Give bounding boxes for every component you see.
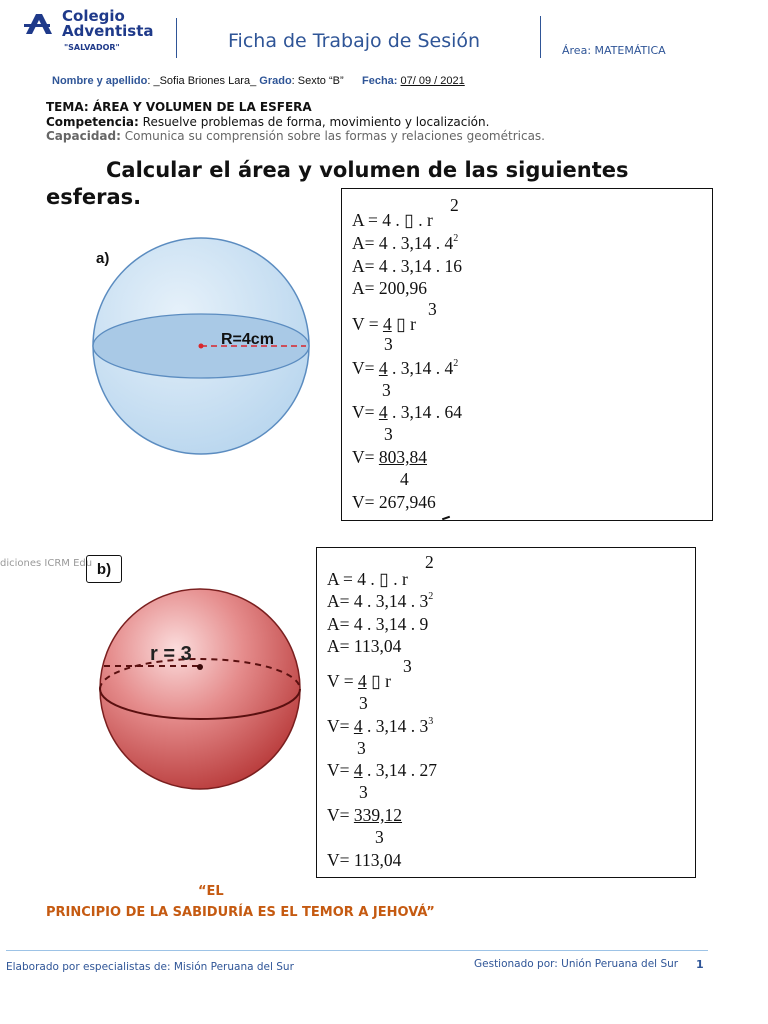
exponent: 3: [403, 656, 412, 676]
sphere-a-figure: [88, 236, 318, 461]
exponent: 2: [450, 195, 459, 215]
sphere-b-figure: [92, 586, 308, 792]
name-label: Nombre y apellido: [52, 75, 148, 87]
formula-line: V= 4 . 3,14 . $4^2$: [352, 358, 459, 378]
competence-line: [46, 115, 489, 129]
formula-line: A= 4 . 3,14 . $4^2$: [352, 233, 459, 253]
denominator: 4: [400, 469, 409, 489]
formula-line: A= 113,04: [327, 636, 402, 656]
formula-line: A= 4 . 3,14 . $3^2$: [327, 591, 434, 611]
formula-line: A= 4 . 3,14 . 16: [352, 256, 463, 276]
footer-managed-by: Gestionado por: Unión Peruana del Sur: [474, 958, 679, 970]
footer-divider: [6, 950, 708, 951]
subject-area: Área: MATEMÁTICA: [562, 44, 666, 57]
header-divider: [540, 16, 541, 58]
denominator: 3: [382, 380, 391, 400]
denominator: 3: [375, 827, 384, 847]
denominator: 3: [384, 424, 393, 444]
formula-line: V= 4 . 3,14 . 27: [327, 760, 438, 780]
quote-line2: PRINCIPIO DE LA SABIDURÍA ES EL TEMOR A JEHOVÁ”: [46, 905, 435, 920]
date-label: Fecha:: [361, 75, 398, 87]
solution-box-b: [316, 547, 696, 878]
cropped-watermark-text: diciones ICRM Edu: [0, 558, 93, 569]
denominator: 3: [359, 782, 368, 802]
date-value: 07/ 09 / 2021: [400, 75, 465, 87]
school-subtitle: "SALVADOR": [64, 43, 120, 52]
denominator: 3: [357, 738, 366, 758]
exponent: 3: [428, 299, 437, 319]
denominator: 3: [359, 693, 368, 713]
formula-line: A = 4 . ▯ . r: [352, 210, 433, 230]
footer-credit: Elaborado por especialistas de: Misión Peruana del Sur: [6, 961, 294, 973]
radius-label-a: R=4cm: [221, 331, 274, 348]
exercise-a-label: a): [96, 250, 110, 267]
formula-line: V= 113,04: [327, 850, 402, 870]
grade-value: : Sexto “B”: [291, 75, 344, 87]
topic-line: TEMA: ÁREA Y VOLUMEN DE LA ESFERA: [46, 100, 312, 114]
quote-line1: “EL: [198, 884, 224, 899]
formula-line: V = 4 ▯ r: [352, 314, 416, 334]
formula-line: V= 4 . 3,14 . 64: [352, 402, 463, 422]
name-value: : _Sofia Briones Lara_: [147, 75, 260, 87]
header-divider: [176, 18, 177, 58]
competence-label: Competencia:: [46, 115, 139, 129]
school-logo-icon: [22, 12, 58, 36]
formula-line: A= 4 . 3,14 . 9: [327, 614, 429, 634]
formula-line: V= 267,946: [352, 492, 436, 512]
formula-line: V= 803,84: [352, 447, 428, 467]
capacity-label: Capacidad:: [46, 129, 121, 143]
capacity-line: [46, 129, 545, 143]
denominator: 3: [384, 334, 393, 354]
formula-line: A = 4 . ▯ . r: [327, 569, 408, 589]
document-title: Ficha de Trabajo de Sesión: [228, 30, 481, 52]
exercise-heading: Calcular el área y volumen de las siguientes esferas.: [46, 158, 629, 209]
pi-glyph-box: ▯: [379, 569, 389, 589]
exponent: 2: [425, 552, 434, 572]
school-name-line1: Colegio: [62, 7, 125, 25]
radius-label-b: r = 3: [150, 643, 192, 665]
formula-line: A= 200,96: [352, 278, 428, 298]
solution-box-a: [341, 188, 713, 521]
pi-glyph-box: ▯: [404, 210, 414, 230]
student-info-row: [52, 75, 465, 87]
formula-line: V= 4 . 3,14 . $3^3$: [327, 716, 434, 736]
grade-label: Grado: [259, 75, 292, 87]
formula-line: V = 4 ▯ r: [327, 671, 391, 691]
capacity-text: Comunica su comprensión sobre las formas y relaciones geométricas.: [120, 129, 545, 143]
page-number: 1: [696, 958, 704, 971]
school-name-line2: Adventista: [62, 22, 154, 40]
competence-text: Resuelve problemas de forma, movimiento y localización.: [138, 115, 490, 129]
stray-mark: [442, 516, 450, 521]
exercise-b-label: b): [86, 555, 122, 583]
formula-line: V= 339,12: [327, 805, 403, 825]
